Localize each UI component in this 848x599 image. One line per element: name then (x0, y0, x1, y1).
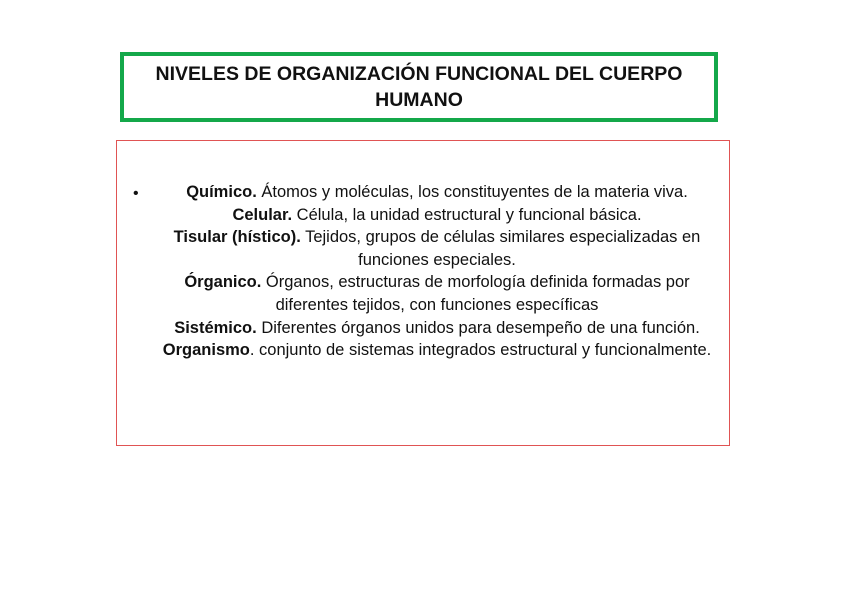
level-celular (151, 204, 723, 227)
level-organico (151, 271, 723, 316)
title-box (120, 52, 718, 122)
level-name: Órganico. (184, 273, 262, 292)
content-box (116, 140, 730, 446)
level-description: Átomos y moléculas, los constituyentes de la materia viva. (256, 183, 688, 201)
levels-list (151, 181, 723, 362)
level-description: . conjunto de sistemas integrados estructural y funcionalmente. (249, 341, 712, 360)
level-organismo (151, 339, 723, 362)
level-name: Tisular (hístico). (173, 228, 301, 247)
level-name: Sistémico. (174, 318, 257, 337)
bullet-icon: • (133, 185, 139, 202)
level-description: Diferentes órganos unidos para desempeño de una función. (256, 318, 700, 337)
level-name: Celular. (232, 205, 293, 224)
level-description: Célula, la unidad estructural y funcional básica. (292, 205, 642, 224)
level-name: Químico. (186, 183, 257, 201)
title-line-1: NIVELES DE ORGANIZACIÓN FUNCIONAL DEL CUERPO (155, 63, 683, 85)
level-description: Órganos, estructuras de morfología definida formadas por diferentes tejidos, con funciones específicas (261, 273, 690, 314)
page-title (139, 61, 699, 113)
level-sistemico (151, 317, 723, 340)
title-line-2: HUMANO (375, 89, 463, 111)
level-name: Organismo (162, 341, 250, 360)
level-tisular (151, 226, 723, 271)
level-description: Tejidos, grupos de células similares especializadas en funciones especiales. (300, 228, 701, 269)
level-quimico (151, 181, 723, 204)
